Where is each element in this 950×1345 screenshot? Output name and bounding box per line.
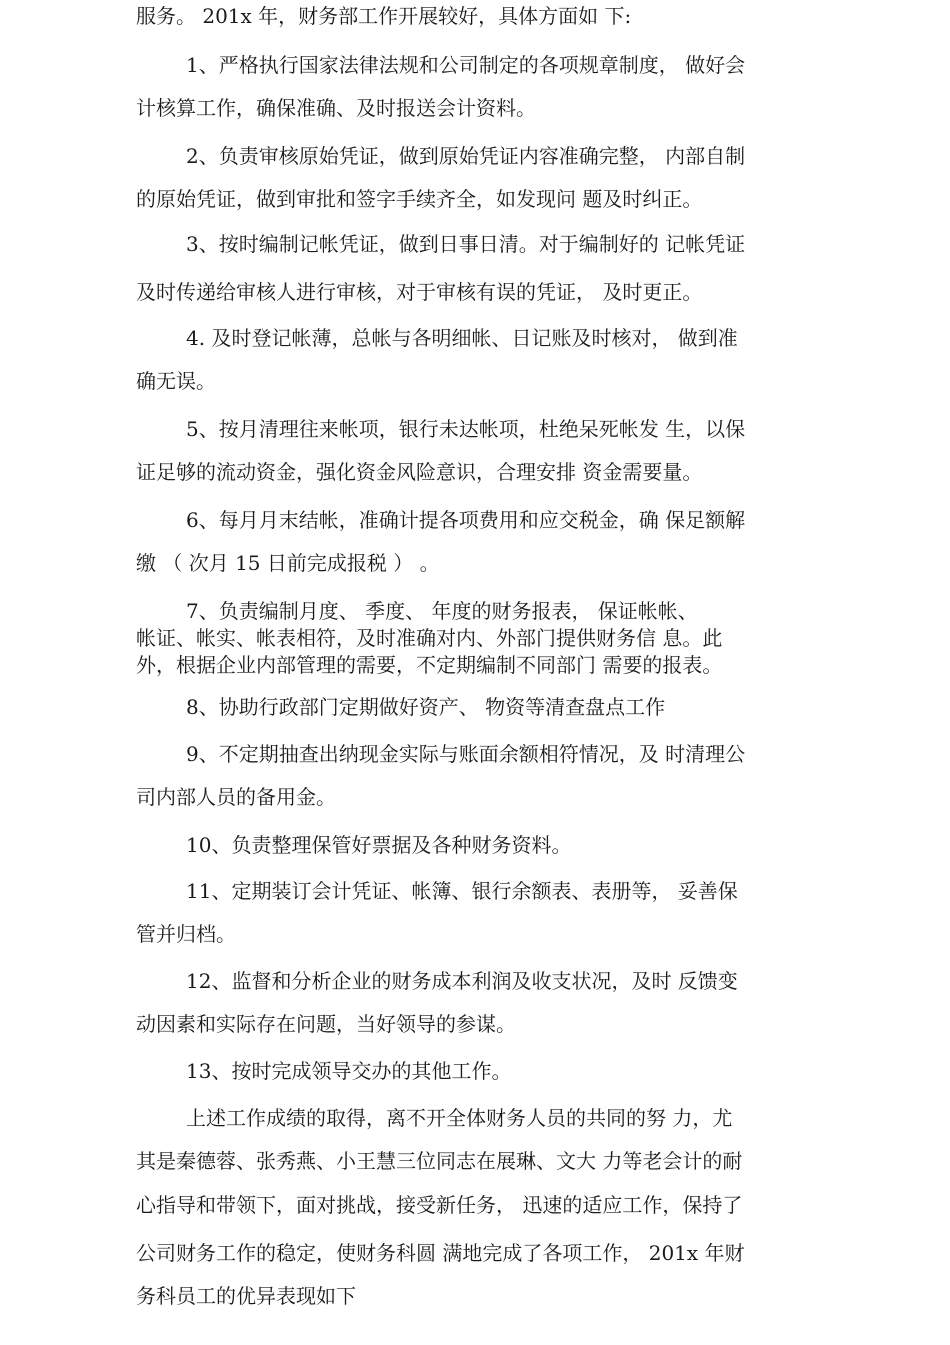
text-line: 及时传递给审核人进行审核，对于审核有误的凭证， 及时更正。 <box>136 280 703 304</box>
text-line: 1、严格执行国家法律法规和公司制定的各项规章制度， 做好会 <box>186 53 746 77</box>
text-line: 帐证、帐实、帐表相符，及时准确对内、外部门提供财务信 息。此 <box>136 626 723 650</box>
text-line: 证足够的流动资金，强化资金风险意识，合理安排 资金需要量。 <box>136 460 703 484</box>
text-line: 管并归档。 <box>136 922 236 946</box>
text-line: 其是秦德蓉、张秀燕、小王慧三位同志在展琳、文大 力等老会计的耐 <box>136 1149 743 1173</box>
text-line: 公司财务工作的稳定，使财务科圆 满地完成了各项工作， 201x 年财 <box>136 1241 745 1265</box>
text-line: 服务。 201x 年，财务部工作开展较好，具体方面如 下: <box>136 4 632 28</box>
text-line: 2、负责审核原始凭证，做到原始凭证内容准确完整， 内部自制 <box>186 144 746 168</box>
text-line: 8、协助行政部门定期做好资产、 物资等清查盘点工作 <box>186 695 666 719</box>
text-line: 4. 及时登记帐薄，总帐与各明细帐、日记账及时核对， 做到准 <box>186 326 738 350</box>
text-line: 心指导和带领下，面对挑战，接受新任务， 迅速的适应工作，保持了 <box>136 1193 743 1217</box>
text-line: 10、负责整理保管好票据及各种财务资料。 <box>186 833 572 857</box>
text-line: 11、定期装订会计凭证、帐簿、银行余额表、表册等， 妥善保 <box>186 879 738 903</box>
text-line: 司内部人员的备用金。 <box>136 785 336 809</box>
text-line: 5、按月清理往来帐项，银行未达帐项，杜绝呆死帐发 生，以保 <box>186 417 746 441</box>
text-line: 动因素和实际存在问题，当好领导的参谋。 <box>136 1012 516 1036</box>
text-line: 7、负责编制月度、 季度、 年度的财务报表， 保证帐帐、 <box>186 599 698 623</box>
text-line: 上述工作成绩的取得，离不开全体财务人员的共同的努 力，尤 <box>186 1106 733 1130</box>
text-line: 6、每月月末结帐，准确计提各项费用和应交税金，确 保足额解 <box>186 508 746 532</box>
text-line: 务科员工的优异表现如下 <box>136 1284 356 1308</box>
text-line: 外，根据企业内部管理的需要，不定期编制不同部门 需要的报表。 <box>136 653 723 677</box>
text-line: 3、按时编制记帐凭证，做到日事日清。对于编制好的 记帐凭证 <box>186 232 746 256</box>
text-line: 计核算工作，确保准确、及时报送会计资料。 <box>136 96 536 120</box>
text-line: 的原始凭证，做到审批和签字手续齐全，如发现问 题及时纠正。 <box>136 187 703 211</box>
text-line: 12、监督和分析企业的财务成本利润及收支状况，及时 反馈变 <box>186 969 738 993</box>
text-line: 缴 （ 次月 15 日前完成报税 ） 。 <box>136 551 440 575</box>
text-line: 9、不定期抽查出纳现金实际与账面余额相符情况，及 时清理公 <box>186 742 746 766</box>
text-line: 确无误。 <box>136 369 216 393</box>
text-line: 13、按时完成领导交办的其他工作。 <box>186 1059 512 1083</box>
